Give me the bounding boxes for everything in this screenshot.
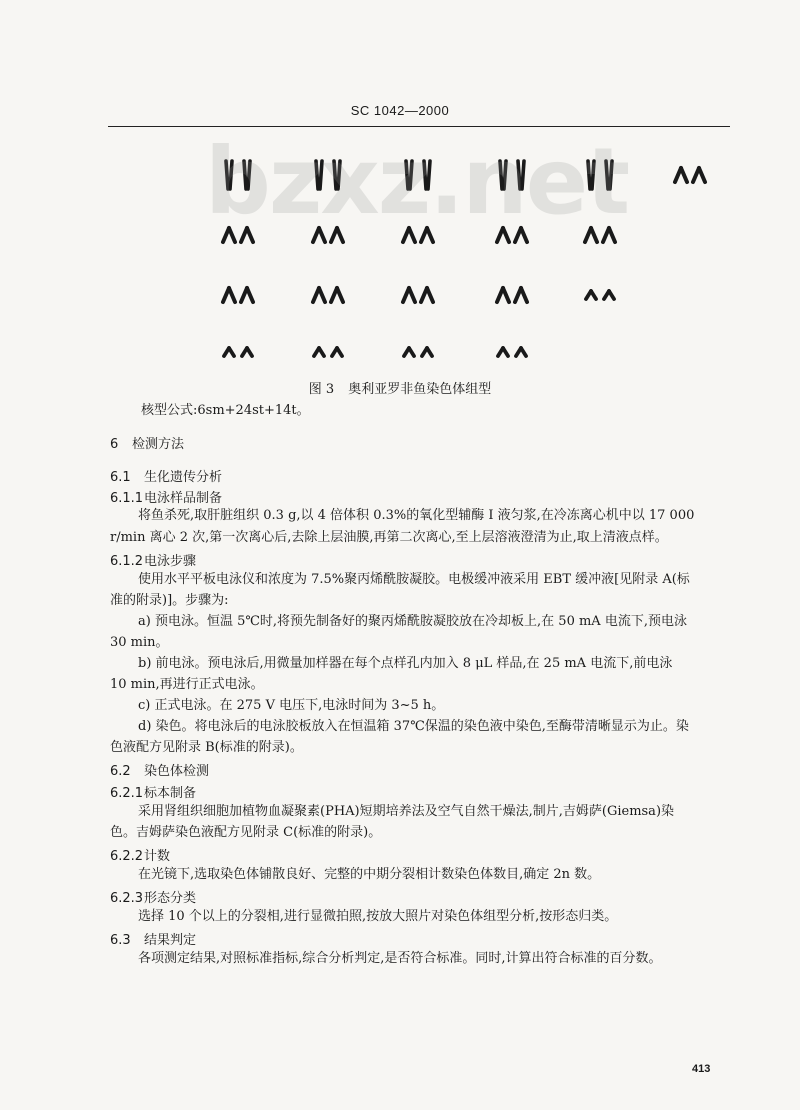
paragraph-line: 准的附录)]。步骤为: <box>110 593 229 608</box>
section-number: 6.2 <box>110 764 131 779</box>
section-title: 标本制备 <box>144 786 197 801</box>
figure-caption <box>0 378 800 397</box>
header-rule <box>108 126 730 127</box>
chromosome-pair <box>223 288 253 302</box>
section-6-1-1-heading <box>110 487 222 506</box>
step-d-line: 色液配方见附录 B(标准的附录)。 <box>110 740 303 755</box>
section-title: 电泳样品制备 <box>144 491 223 506</box>
chromosome-pair <box>675 168 705 182</box>
section-title: 形态分类 <box>144 891 197 906</box>
chromosome-pair <box>404 348 432 356</box>
section-number: 6.1.1 <box>110 491 144 506</box>
karyotype-formula: 核型公式:6sm+24st+14t。 <box>141 403 310 418</box>
chromosome-pair <box>314 348 342 356</box>
section-6-1-2-heading <box>110 550 196 569</box>
step-c-line: c) 正式电泳。在 275 V 电压下,电泳时间为 3~5 h。 <box>138 698 445 713</box>
figure-number: 图 3 <box>308 382 335 397</box>
section-6-1-heading <box>110 466 222 485</box>
paragraph-line: 色。吉姆萨染色液配方见附录 C(标准的附录)。 <box>110 825 382 840</box>
section-6-2-1-heading <box>110 782 196 801</box>
paragraph-line: r/min 离心 2 次,第一次离心后,去除上层油膜,再第二次离心,至上层溶液澄清为止,取上清液点样。 <box>110 530 668 545</box>
chromosome-pair <box>316 161 340 189</box>
page-number: 413 <box>692 1063 711 1075</box>
figure-title: 奥利亚罗非鱼染色体组型 <box>348 382 492 397</box>
step-d-line: d) 染色。将电泳后的电泳胶板放入在恒温箱 37℃保温的染色液中染色,至酶带清晰显示为止。染 <box>138 719 689 734</box>
step-b-line: 10 min,再进行正式电泳。 <box>110 677 264 692</box>
section-number: 6 <box>110 437 119 452</box>
section-title: 电泳步骤 <box>144 554 197 569</box>
standard-header: SC 1042—2000 <box>350 103 450 118</box>
section-number: 6.3 <box>110 933 131 948</box>
section-number: 6.2.2 <box>110 849 144 864</box>
section-6-2-2-heading <box>110 845 170 864</box>
section-title: 生化遗传分析 <box>144 470 223 485</box>
paragraph-line: 采用肾组织细胞加植物血凝聚素(PHA)短期培养法及空气自然干燥法,制片,吉姆萨(Giemsa)染 <box>138 804 675 819</box>
section-number: 6.2.3 <box>110 891 144 906</box>
section-title: 结果判定 <box>144 933 197 948</box>
paragraph-line: 选择 10 个以上的分裂相,进行显微拍照,按放大照片对染色体组型分析,按形态归类。 <box>138 909 618 924</box>
chromosome-pair <box>497 228 527 242</box>
chromosome-pair <box>223 228 253 242</box>
chromosome-pair <box>313 288 343 302</box>
watermark: bzxz.net <box>205 128 629 235</box>
paragraph-line: 将鱼杀死,取肝脏组织 0.3 g,以 4 倍体积 0.3%的氧化型辅酶 I 液匀浆,在冷冻离心机中以 17 000 <box>138 508 695 523</box>
section-6-heading <box>110 433 184 452</box>
chromosome-pair <box>406 161 430 189</box>
section-6-2-3-heading <box>110 887 196 906</box>
chromosome-pair <box>313 228 343 242</box>
chromosome-pair <box>500 161 524 189</box>
chromosome-pair <box>497 288 527 302</box>
paragraph-line: 使用水平平板电泳仪和浓度为 7.5%聚丙烯酰胺凝胶。电极缓冲液采用 EBT 缓冲液[见附录 A(标 <box>138 572 690 587</box>
section-title: 计数 <box>144 849 171 864</box>
chromosome-pair <box>588 161 612 189</box>
chromosome-pair <box>224 348 252 356</box>
section-title: 检测方法 <box>132 437 185 452</box>
chromosome-pair <box>498 348 526 356</box>
step-b-line: b) 前电泳。预电泳后,用微量加样器在每个点样孔内加入 8 μL 样品,在 25 mA 电流下,前电泳 <box>138 656 673 671</box>
chromosome-pair <box>586 291 614 299</box>
paragraph-line: 在光镜下,选取染色体铺散良好、完整的中期分裂相计数染色体数目,确定 2n 数。 <box>138 867 601 882</box>
karyotype-figure <box>0 140 800 370</box>
chromosome-pair <box>226 161 250 189</box>
paragraph-line: 各项测定结果,对照标准指标,综合分析判定,是否符合标准。同时,计算出符合标准的百分数。 <box>138 951 662 966</box>
step-a-line: a) 预电泳。恒温 5℃时,将预先制备好的聚丙烯酰胺凝胶放在冷却板上,在 50 mA 电流下,预电泳 <box>138 614 687 629</box>
section-number: 6.1 <box>110 470 131 485</box>
section-title: 染色体检测 <box>144 764 210 779</box>
section-number: 6.1.2 <box>110 554 144 569</box>
section-number: 6.2.1 <box>110 786 144 801</box>
section-6-3-heading <box>110 929 196 948</box>
chromosome-pair <box>403 288 433 302</box>
section-6-2-heading <box>110 760 209 779</box>
step-a-line: 30 min。 <box>110 635 169 650</box>
chromosome-pair <box>403 228 433 242</box>
chromosome-pair <box>585 228 615 242</box>
